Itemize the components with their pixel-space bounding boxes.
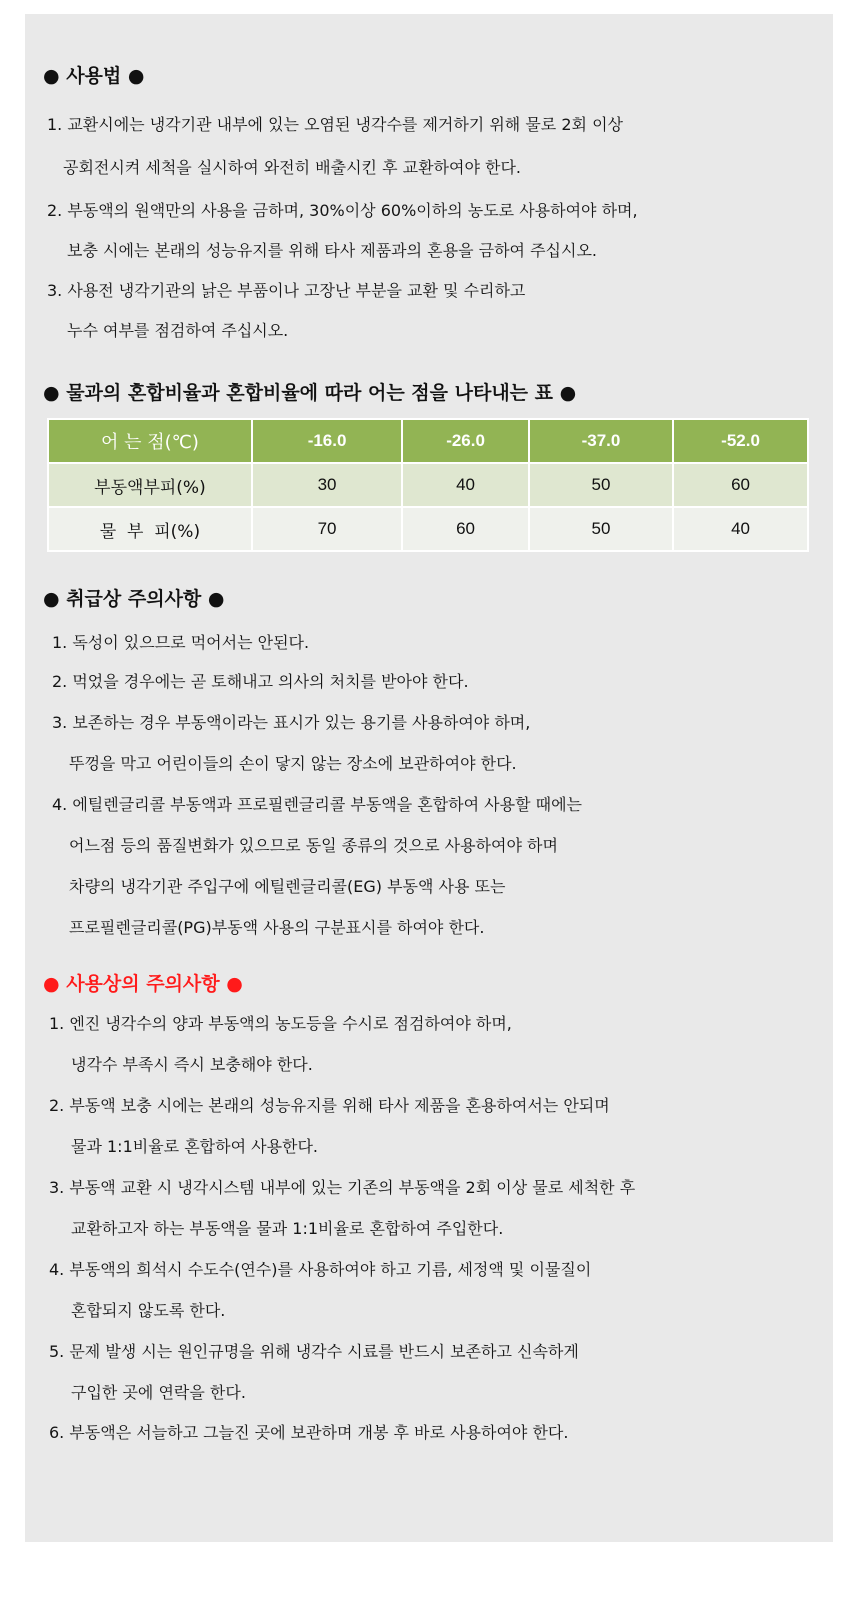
table-cell: 50 [529,507,673,551]
handling-line: 2. 먹었을 경우에는 곧 토해내고 의사의 처치를 받아야 한다. [52,672,469,691]
usage-line: 보충 시에는 본래의 성능유지를 위해 타사 제품과의 혼용을 금하여 주십시오. [67,241,597,260]
table-cell: 30 [252,463,402,507]
usage-heading: ● 사용법 ● [43,65,145,87]
caution-line: 교환하고자 하는 부동액을 물과 1:1비율로 혼합하여 주입한다. [71,1219,504,1238]
table-header-cell: -26.0 [402,419,529,463]
handling-line: 차량의 냉각기관 주입구에 에틸렌글리콜(EG) 부동액 사용 또는 [69,877,506,896]
table-cell: 40 [402,463,529,507]
usage-line: 2. 부동액의 원액만의 사용을 금하며, 30%이상 60%이하의 농도로 사용하여야 하며, [47,201,638,220]
handling-heading: ● 취급상 주의사항 ● [43,588,225,610]
caution-line: 1. 엔진 냉각수의 양과 부동액의 농도등을 수시로 점검하여야 하며, [49,1014,512,1033]
table-row [48,463,808,507]
table-cell: 40 [673,507,808,551]
content-panel [25,14,833,1542]
caution-line: 3. 부동액 교환 시 냉각시스템 내부에 있는 기존의 부동액을 2회 이상 물로 세척한 후 [49,1178,636,1197]
table-row-label: 물 부 피(%) [48,507,252,551]
caution-line: 4. 부동액의 희석시 수도수(연수)를 사용하여야 하고 기름, 세정액 및 이물질이 [49,1260,592,1279]
table-cell: 60 [673,463,808,507]
caution-line: 냉각수 부족시 즉시 보충해야 한다. [71,1055,313,1074]
table-header-row [48,419,808,463]
table-header-cell: 어 는 점(℃) [48,419,252,463]
table-cell: 50 [529,463,673,507]
mix-heading: ● 물과의 혼합비율과 혼합비율에 따라 어는 점을 나타내는 표 ● [43,382,577,404]
handling-line: 4. 에틸렌글리콜 부동액과 프로필렌글리콜 부동액을 혼합하여 사용할 때에는 [52,795,583,814]
caution-line: 혼합되지 않도록 한다. [71,1301,226,1320]
table-cell: 60 [402,507,529,551]
table-header-cell: -16.0 [252,419,402,463]
handling-line: 프로필렌글리콜(PG)부동액 사용의 구분표시를 하여야 한다. [69,918,485,937]
caution-line: 구입한 곳에 연락을 한다. [71,1383,246,1402]
handling-line: 어느점 등의 품질변화가 있으므로 동일 종류의 것으로 사용하여야 하며 [69,836,558,855]
caution-line: 물과 1:1비율로 혼합하여 사용한다. [71,1137,319,1156]
table-cell: 70 [252,507,402,551]
table-row-label: 부동액부피(%) [48,463,252,507]
caution-line: 2. 부동액 보충 시에는 본래의 성능유지를 위해 타사 제품을 혼용하여서는 안되며 [49,1096,610,1115]
usage-line: 1. 교환시에는 냉각기관 내부에 있는 오염된 냉각수를 제거하기 위해 물로 2회 이상 [47,115,623,134]
usage-line: 누수 여부를 점검하여 주십시오. [67,321,289,340]
handling-line: 1. 독성이 있으므로 먹어서는 안된다. [52,633,310,652]
table-header-cell: -37.0 [529,419,673,463]
table-header-cell: -52.0 [673,419,808,463]
handling-line: 3. 보존하는 경우 부동액이라는 표시가 있는 용기를 사용하여야 하며, [52,713,531,732]
table-row [48,507,808,551]
caution-heading: ● 사용상의 주의사항 ● [43,973,243,995]
caution-line: 5. 문제 발생 시는 원인규명을 위해 냉각수 시료를 반드시 보존하고 신속하게 [49,1342,579,1361]
caution-line: 6. 부동액은 서늘하고 그늘진 곳에 보관하며 개봉 후 바로 사용하여야 한다. [49,1423,569,1442]
handling-line: 뚜껑을 막고 어린이들의 손이 닿지 않는 장소에 보관하여야 한다. [69,754,517,773]
freezing-point-table [47,418,809,552]
usage-line: 공회전시켜 세척을 실시하여 와전히 배출시킨 후 교환하여야 한다. [63,158,522,177]
usage-line: 3. 사용전 냉각기관의 낡은 부품이나 고장난 부분을 교환 및 수리하고 [47,281,526,300]
